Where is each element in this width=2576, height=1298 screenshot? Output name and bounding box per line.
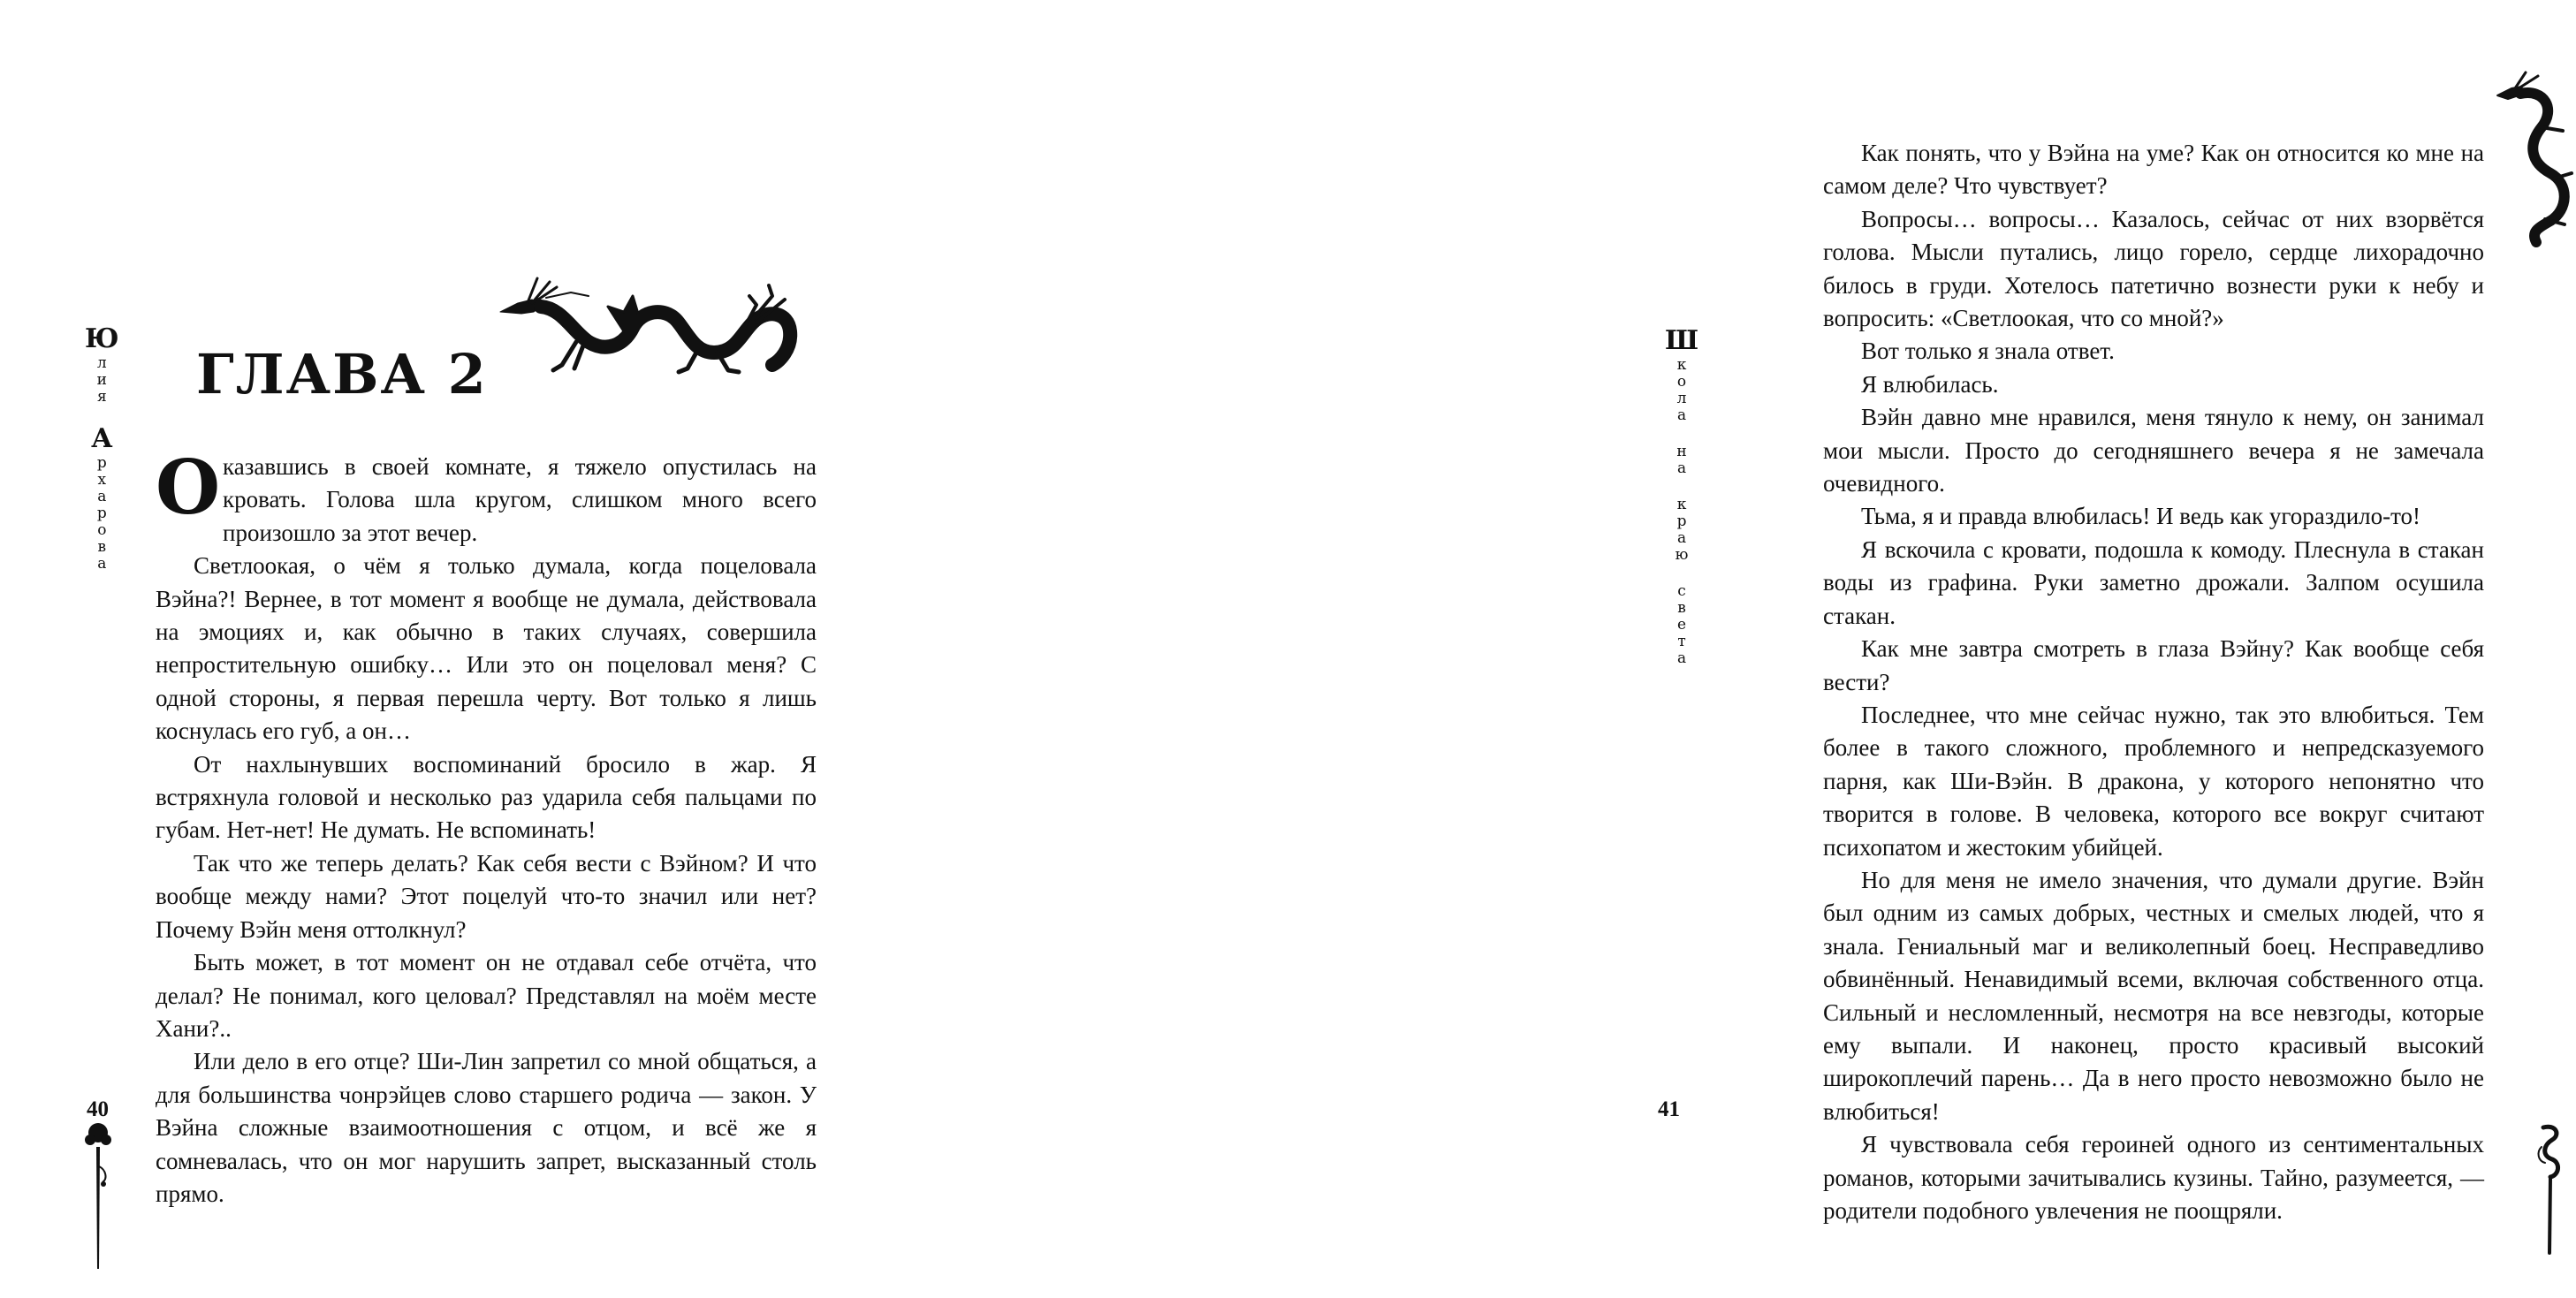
title-letter: а xyxy=(1676,529,1687,547)
title-letter: р xyxy=(96,505,107,522)
title-letter: л xyxy=(96,354,107,372)
page-number: 40 xyxy=(87,1097,109,1121)
title-letter: с xyxy=(1677,582,1686,600)
title-letter: а xyxy=(97,488,107,505)
title-letter: о xyxy=(97,521,107,539)
title-letter: а xyxy=(1676,459,1687,477)
title-letter: А xyxy=(91,423,113,454)
paragraph xyxy=(156,444,817,550)
dragon-corner-ornament-icon xyxy=(2492,69,2576,246)
title-letter: н xyxy=(1676,443,1687,460)
author-first-name xyxy=(85,325,119,406)
book-running-title xyxy=(1665,327,1698,687)
chapter-title: ГЛАВА 2 xyxy=(196,342,488,406)
dragon-ornament-icon xyxy=(491,261,809,384)
title-letter: к xyxy=(1676,356,1687,374)
title-letter: л xyxy=(1676,390,1687,407)
paragraph: Вот только я знала ответ. xyxy=(1861,338,2115,365)
title-letter: и xyxy=(96,371,107,389)
left-page xyxy=(0,0,884,1298)
paragraph: Светлоокая, о чём я только думала, когда поцеловала Вэйна?! Вернее, в тот момент я вообще не думала, действовала на эмоциях и, как обычно в таких случаях, совершила непростительную ошибку… Или это он поцеловал меня? С одной стороны, я первая перешла черту. Вот только я лишь коснулась его губ, а он… xyxy=(156,552,817,745)
paragraph: Быть может, в тот момент он не отдавал себе отчёта, что делал? Не понимал, кого целовал? Представлял на моём месте Хани?.. xyxy=(156,949,817,1042)
title-letter: а xyxy=(1676,406,1687,424)
right-body-text xyxy=(1823,137,2484,1227)
title-letter: Ш xyxy=(1665,325,1699,356)
paragraph: Как мне завтра смотреть в глаза Вэйну? Как вообще себя вести? xyxy=(1823,635,2484,695)
page-number: 41 xyxy=(1658,1097,1680,1121)
title-letter: Ю xyxy=(85,323,119,354)
title-letter: ю xyxy=(1675,546,1689,564)
drop-cap: О xyxy=(156,444,221,531)
title-letter: а xyxy=(1676,649,1687,667)
title-letter: а xyxy=(97,555,107,573)
paragraph: Я влюбилась. xyxy=(1861,370,1999,398)
title-letter: е xyxy=(1676,616,1687,634)
title-word-4 xyxy=(1677,583,1686,667)
paragraph: Так что же теперь делать? Как себя вести с Вэйном? И что вообще между нами? Этот поцелуй что-то значил или нет? Почему Вэйн меня оттолкнул? xyxy=(156,849,817,943)
title-letter: к xyxy=(1676,496,1687,513)
author-last-name xyxy=(91,425,112,573)
paragraph: Вэйн давно мне нравился, меня тянуло к нему, он занимал мои мысли. Просто до сегодняшнего вечера я не замечала очевидного. xyxy=(1823,404,2484,497)
paragraph: От нахлынувших воспоминаний бросило в жар. Я встряхнула головой и несколько раз ударила себя пальцами по губам. Нет-нет! Не думать. Не вспоминать! xyxy=(156,750,817,844)
paragraph: Как понять, что у Вэйна на уме? Как он относится ко мне на самом деле? Что чувствует? xyxy=(1823,140,2484,200)
title-letter: т xyxy=(1677,633,1686,650)
swirl-stem-ornament-icon xyxy=(2534,1120,2565,1257)
title-letter: в xyxy=(97,538,107,556)
title-letter: в xyxy=(1677,599,1686,617)
author-running-title xyxy=(85,325,119,592)
right-page xyxy=(884,0,2484,1298)
flower-stem-ornament-icon xyxy=(83,1120,113,1271)
title-letter: о xyxy=(1676,373,1687,391)
title-word-2 xyxy=(1676,444,1686,477)
title-letter: р xyxy=(1676,512,1687,530)
title-letter: я xyxy=(96,388,107,406)
paragraph: Но для меня не имело значения, что думали другие. Вэйн был одним из самых добрых, честных и смелых людей, что я знала. Гениальный маг и великолепный боец. Несправедливо обвинённый. Ненавидимый всеми, включая собственного отца. Сильный и несломленный, несмотря на все невзгоды, которые ему выпали. И наконец, просто красивый высокий широкоплечий парень… Да в него просто невозможно было не влюбиться! xyxy=(1823,866,2484,1125)
title-word-3 xyxy=(1676,497,1689,564)
paragraph: Вопросы… вопросы… Казалось, сейчас от них взорвётся голова. Мысли путались, лицо горело, сердце лихорадочно билось в груди. Хотелось патетично вознести руки к небу и вопросить: «Светлоокая, что со мной?» xyxy=(1823,205,2484,332)
paragraph: Тьма, я и правда влюбилась! И ведь как угораздило-то! xyxy=(1861,503,2421,530)
paragraph: Я чувствовала себя героиней одного из сентиментальных романов, которыми зачитывались кузины. Тайно, разумеется, — родители подобного увлечения не поощряли. xyxy=(1823,1131,2484,1224)
left-body-text xyxy=(156,444,817,1211)
title-word-1 xyxy=(1665,327,1698,424)
paragraph: Или дело в его отце? Ши-Лин запретил со мной общаться, а для большинства чонрэйцев слово старшего родича — закон. У Вэйна сложные взаимоотношения с отцом, и всё же я сомневалась, что он мог нарушить запрет, высказанный столь прямо. xyxy=(156,1048,817,1207)
title-letter: р xyxy=(96,454,107,472)
paragraph-text: казавшись в своей комнате, я тяжело опустилась на кровать. Голова шла кругом, слишком много всего произошло за этот вечер. xyxy=(223,453,817,546)
paragraph: Я вскочила с кровати, подошла к комоду. Плеснула в стакан воды из графина. Руки заметно дрожали. Залпом осушила стакан. xyxy=(1823,535,2484,629)
paragraph: Последнее, что мне сейчас нужно, так это влюбиться. Тем более в такого сложного, проблемного и непредсказуемого парня, как Ши-Вэйн. В дракона, у которого непонятно что творится в голове. В человека, которого все вокруг считают психопатом и жестоким убийцей. xyxy=(1823,701,2484,861)
title-letter: х xyxy=(97,471,107,489)
